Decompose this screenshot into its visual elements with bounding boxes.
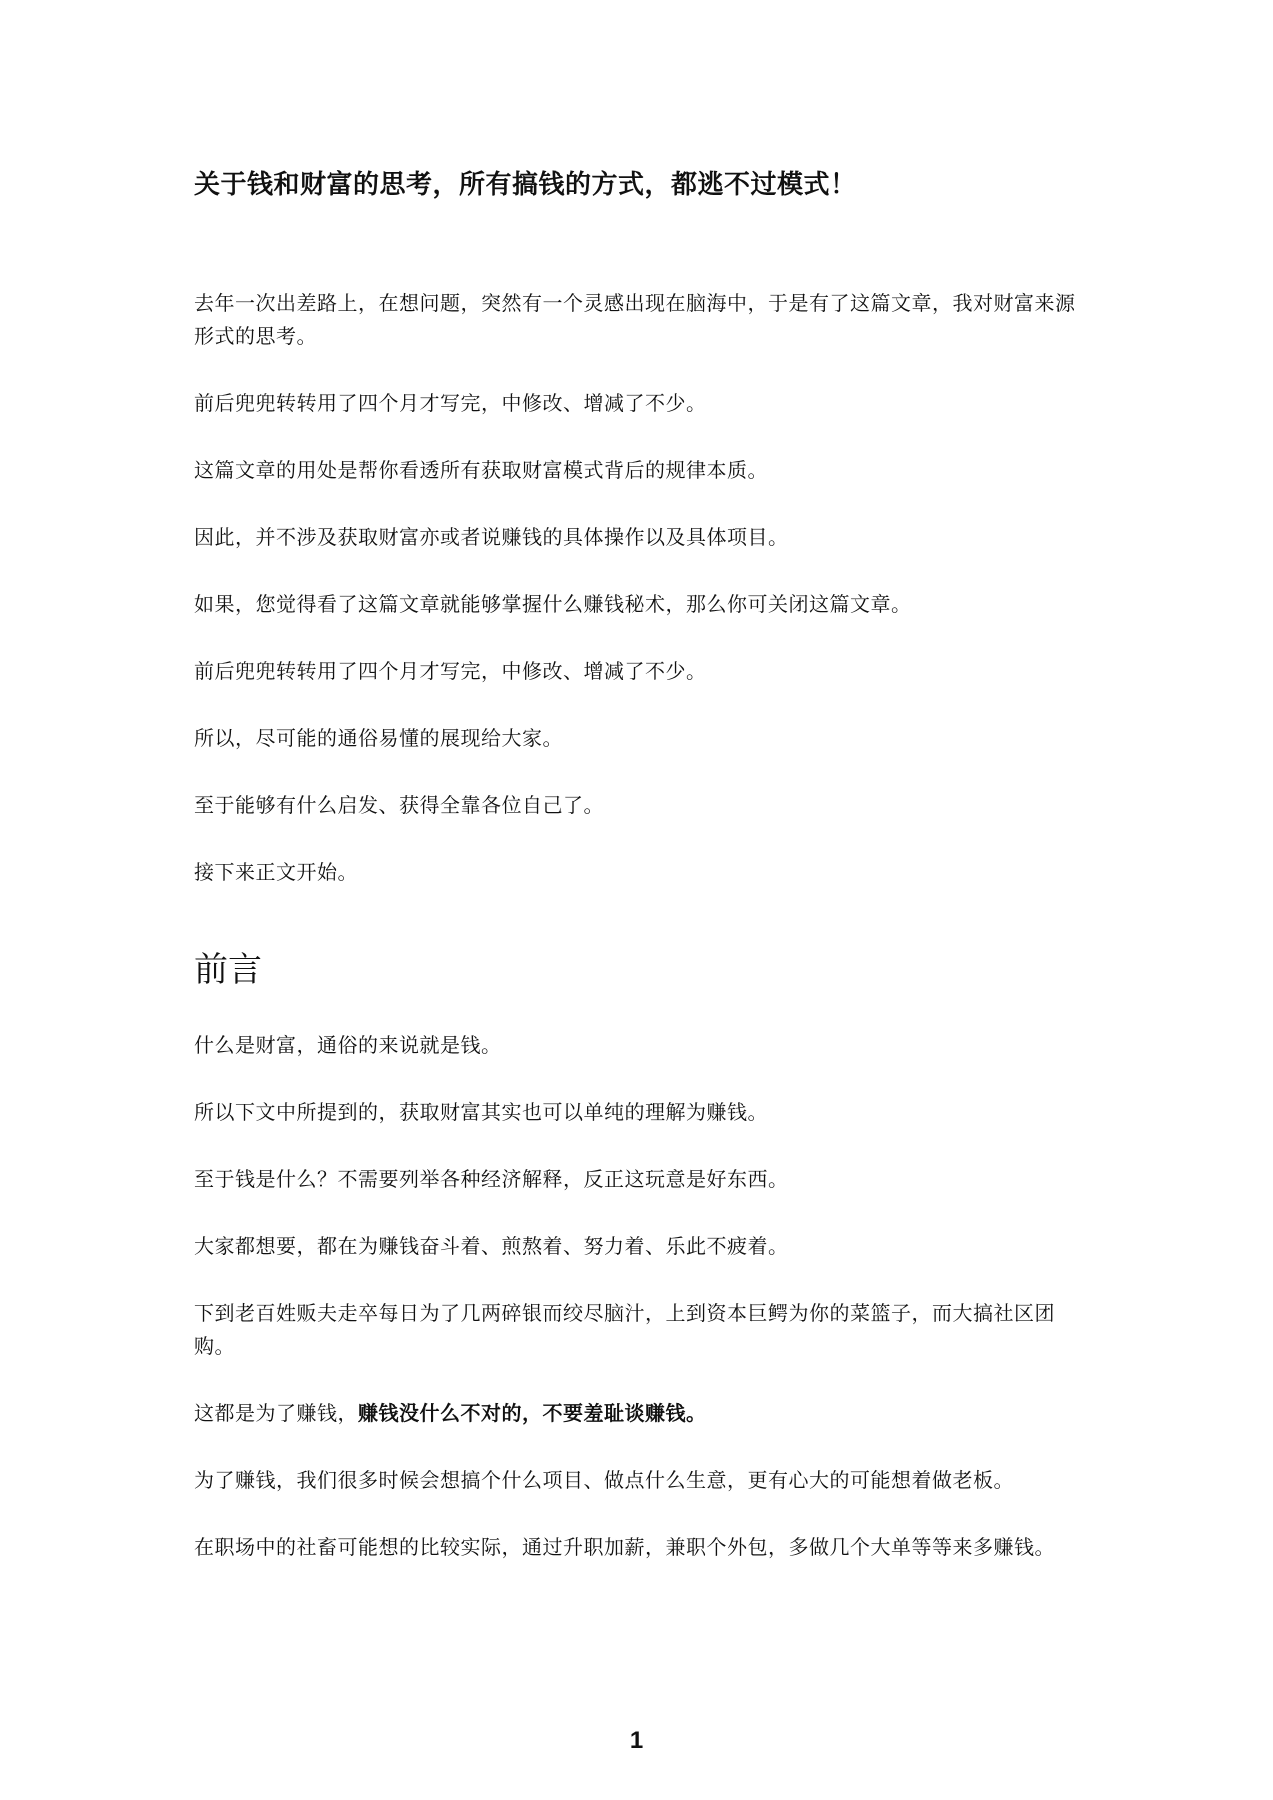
section-paragraph: 什么是财富，通俗的来说就是钱。 bbox=[194, 1033, 502, 1057]
mixed-emphasis-paragraph bbox=[194, 1397, 1094, 1430]
page-number: 1 bbox=[629, 1727, 644, 1754]
intro-paragraph: 因此，并不涉及获取财富亦或者说赚钱的具体操作以及具体项目。 bbox=[194, 525, 789, 549]
mixed-paragraph-bold-text: 赚钱没什么不对的，不要羞耻谈赚钱。 bbox=[358, 1401, 707, 1425]
section-heading: 前言 bbox=[194, 950, 262, 990]
section-paragraph: 大家都想要，都在为赚钱奋斗着、煎熬着、努力着、乐此不疲着。 bbox=[194, 1234, 789, 1258]
section-paragraph: 下到老百姓贩夫走卒每日为了几两碎银而绞尽脑汁，上到资本巨鳄为你的菜篮子，而大搞社区团购。 bbox=[194, 1301, 1055, 1358]
document-title: 关于钱和财富的思考，所有搞钱的方式，都逃不过模式！ bbox=[194, 170, 857, 200]
intro-paragraph: 接下来正文开始。 bbox=[194, 860, 358, 884]
intro-paragraph: 前后兜兜转转用了四个月才写完，中修改、增减了不少。 bbox=[194, 659, 707, 683]
intro-paragraph: 所以，尽可能的通俗易懂的展现给大家。 bbox=[194, 726, 563, 750]
section-paragraph: 所以下文中所提到的，获取财富其实也可以单纯的理解为赚钱。 bbox=[194, 1100, 768, 1124]
intro-paragraph: 这篇文章的用处是帮你看透所有获取财富模式背后的规律本质。 bbox=[194, 458, 768, 482]
intro-paragraph: 至于能够有什么启发、获得全靠各位自己了。 bbox=[194, 793, 604, 817]
section-paragraph: 在职场中的社畜可能想的比较实际，通过升职加薪，兼职个外包，多做几个大单等等来多赚钱。 bbox=[194, 1535, 1055, 1559]
mixed-paragraph-plain-text: 这都是为了赚钱， bbox=[194, 1401, 358, 1425]
intro-paragraph: 去年一次出差路上，在想问题，突然有一个灵感出现在脑海中，于是有了这篇文章，我对财富来源形式的思考。 bbox=[194, 291, 1076, 348]
intro-paragraph: 前后兜兜转转用了四个月才写完，中修改、增减了不少。 bbox=[194, 391, 707, 415]
section-paragraph: 至于钱是什么？不需要列举各种经济解释，反正这玩意是好东西。 bbox=[194, 1167, 789, 1191]
document-body bbox=[194, 165, 1094, 1598]
intro-paragraph: 如果，您觉得看了这篇文章就能够掌握什么赚钱秘术，那么你可关闭这篇文章。 bbox=[194, 592, 912, 616]
section-paragraph: 为了赚钱，我们很多时候会想搞个什么项目、做点什么生意，更有心大的可能想着做老板。 bbox=[194, 1468, 1014, 1492]
